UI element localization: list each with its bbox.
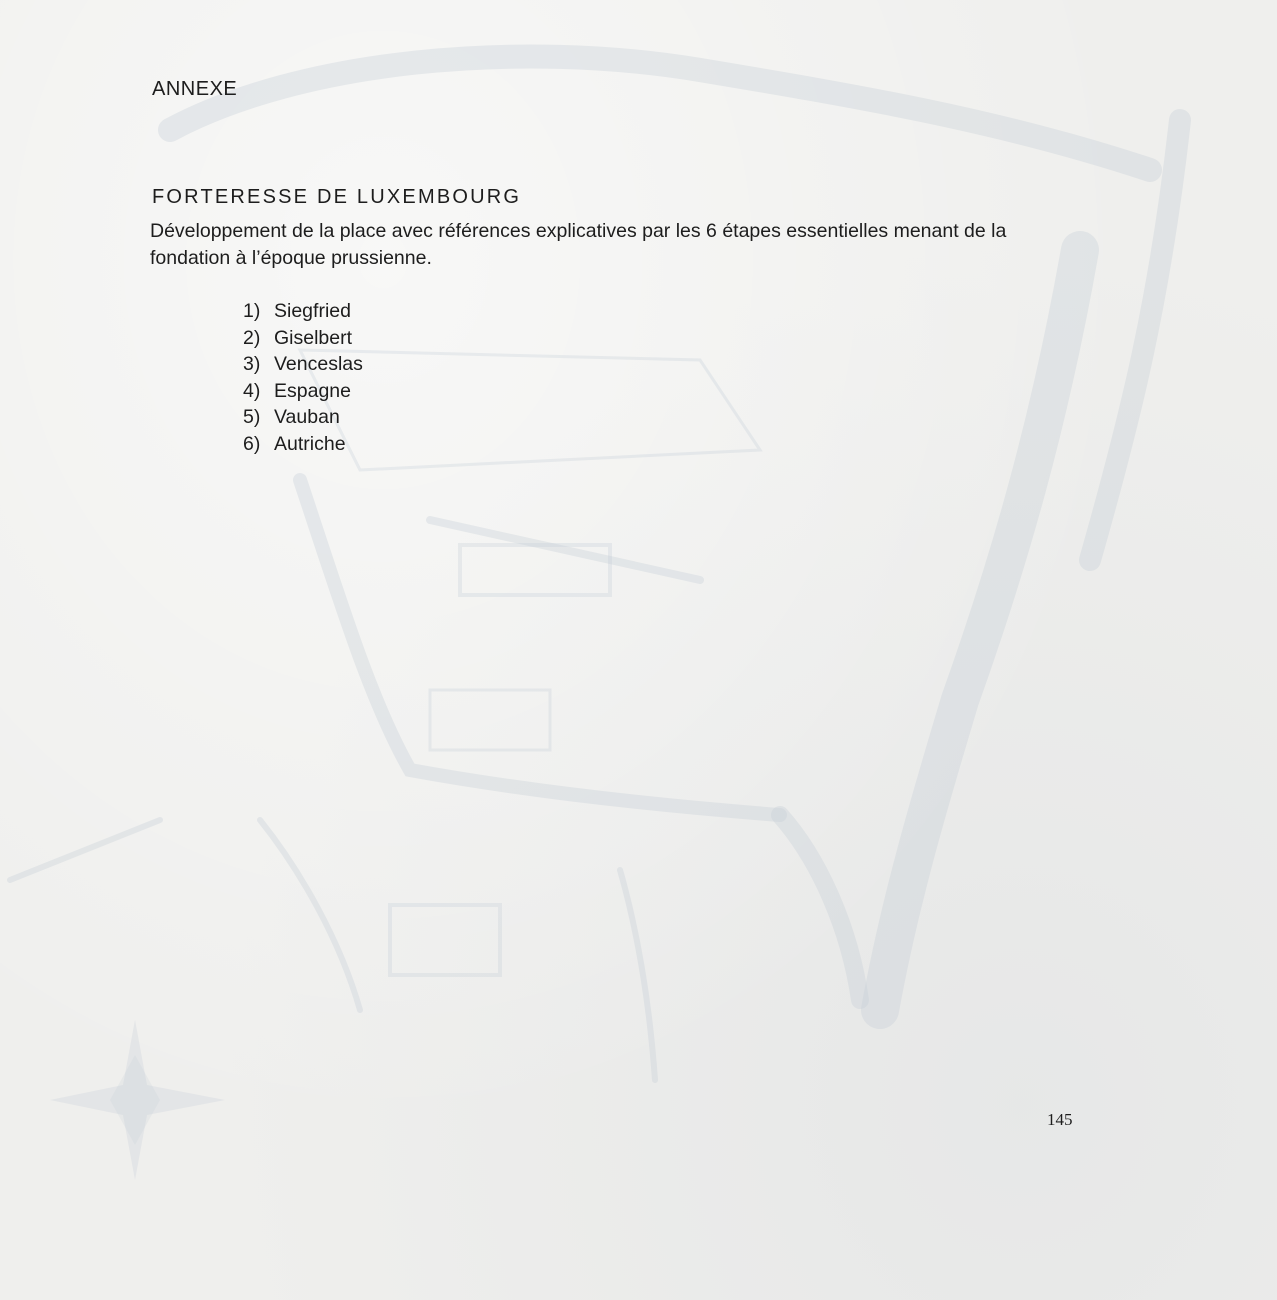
list-item-number: 6) — [243, 432, 261, 455]
list-item — [243, 325, 363, 352]
list-item-label: Giselbert — [274, 326, 353, 349]
list-item — [243, 404, 363, 431]
list-item-number: 5) — [243, 406, 261, 429]
list-item — [243, 351, 363, 378]
section-heading: FORTERESSE DE LUXEMBOURG — [152, 186, 522, 208]
list-item-label: Vauban — [274, 406, 340, 429]
intro-paragraph: Développement de la place avec références explicatives par les 6 étapes essentielles menant de la fondation à l’époque prussienne. — [150, 220, 1007, 269]
annexe-label: ANNEXE — [152, 78, 238, 100]
list-item — [243, 378, 363, 405]
list-item-number: 2) — [243, 326, 261, 349]
list-item-number: 4) — [243, 379, 261, 402]
list-item — [243, 431, 363, 458]
page-number: 145 — [1047, 1110, 1073, 1129]
list-item — [243, 298, 363, 325]
list-item-label: Espagne — [274, 379, 351, 402]
list-item-number: 3) — [243, 353, 261, 376]
list-item-label: Siegfried — [274, 300, 351, 322]
stages-list — [243, 298, 363, 458]
list-item-number: 1) — [243, 300, 261, 322]
list-item-label: Autriche — [274, 432, 346, 455]
list-item-label: Venceslas — [274, 353, 363, 376]
